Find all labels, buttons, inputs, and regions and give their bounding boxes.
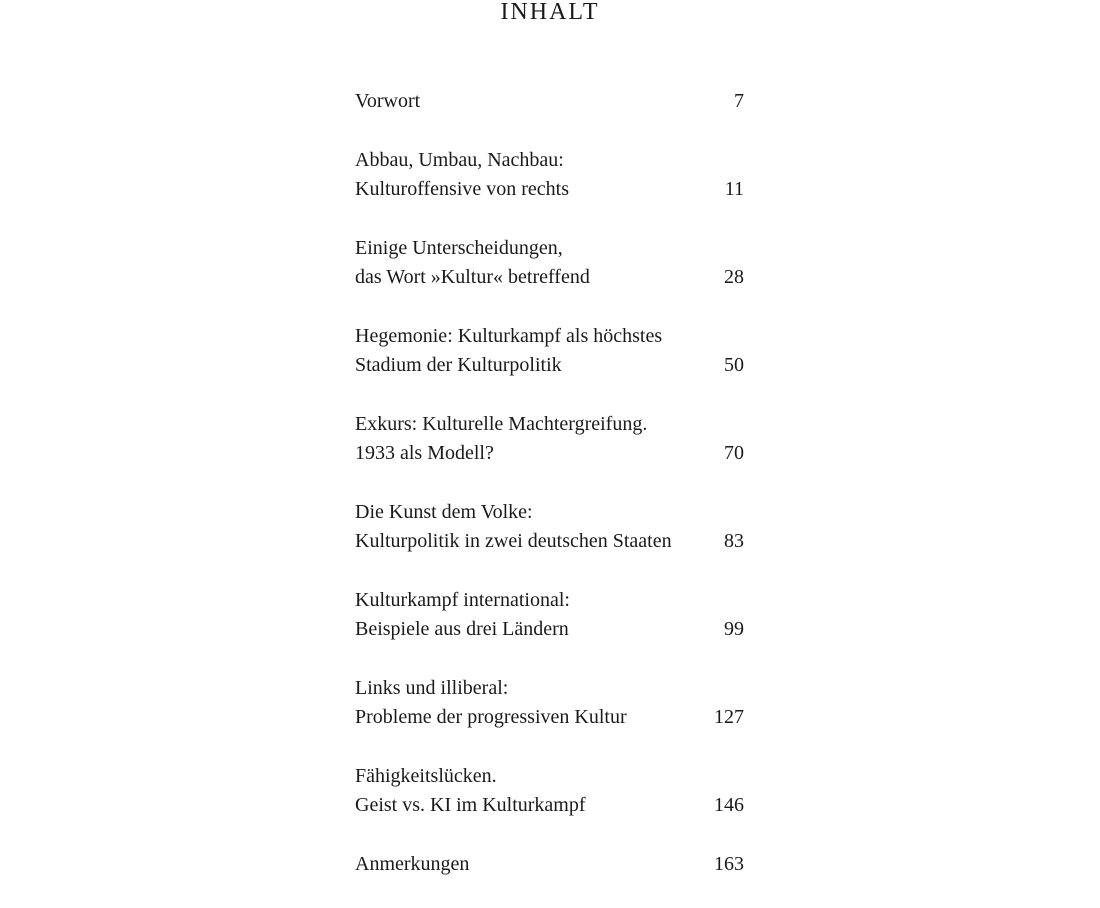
toc-entry[interactable] [355,586,744,645]
toc-entry-title-line: Stadium der Kulturpolitik [355,354,562,376]
toc-entry-title-line: Geist vs. KI im Kulturkampf [355,794,586,816]
toc-entry-page-number: 28 [724,266,744,288]
toc-entry-title-line: Fähigkeitslücken. [355,764,497,787]
toc-entry-title-line: das Wort »Kultur« betreffend [355,266,590,288]
toc-entry-title-line: Links und illiberal: [355,676,509,699]
toc-entry-title-line: Vorwort [355,90,421,112]
toc-entry-title-line: Abbau, Umbau, Nachbau: [355,148,564,171]
toc-entry-page-number: 127 [714,706,744,728]
toc-entry-page-number: 11 [724,178,744,200]
toc-entry-page-number: 99 [724,618,744,640]
toc-entry[interactable] [355,762,744,821]
toc-entry-title-line: Die Kunst dem Volke: [355,500,533,523]
toc-entry-title-line: Hegemonie: Kulturkampf als höchstes [355,324,663,347]
toc-entry[interactable] [355,322,744,381]
toc-entry-title-line: 1933 als Modell? [355,442,494,464]
toc-entry-title-line: Probleme der progressiven Kultur [355,706,627,728]
toc-entry-title-line: Beispiele aus drei Ländern [355,618,569,640]
toc-entry[interactable] [355,850,744,880]
toc-entry-page-number: 163 [714,852,744,875]
toc-entry-page-number: 7 [734,90,744,112]
toc-entry-title-line: Kulturpolitik in zwei deutschen Staaten [355,530,672,552]
toc-entry-page-number: 70 [724,442,744,464]
table-of-contents [355,87,744,908]
toc-entry[interactable] [355,146,744,205]
toc-entry-title-line: Kulturoffensive von rechts [355,178,570,200]
toc-entry[interactable] [355,498,744,557]
toc-entry-title-line: Einige Unterscheidungen, [355,236,563,259]
toc-entry[interactable] [355,674,744,733]
toc-entry[interactable] [355,87,744,117]
toc-entry-page-number: 146 [714,794,744,816]
toc-entry[interactable] [355,410,744,469]
page-title: INHALT [500,0,600,25]
toc-entry-title-line: Anmerkungen [355,852,470,875]
toc-entry-page-number: 50 [724,354,744,376]
toc-entry[interactable] [355,234,744,293]
toc-entry-page-number: 83 [724,530,744,552]
toc-entry-title-line: Exkurs: Kulturelle Machtergreifung. [355,412,648,435]
toc-entry-title-line: Kulturkampf international: [355,588,570,611]
